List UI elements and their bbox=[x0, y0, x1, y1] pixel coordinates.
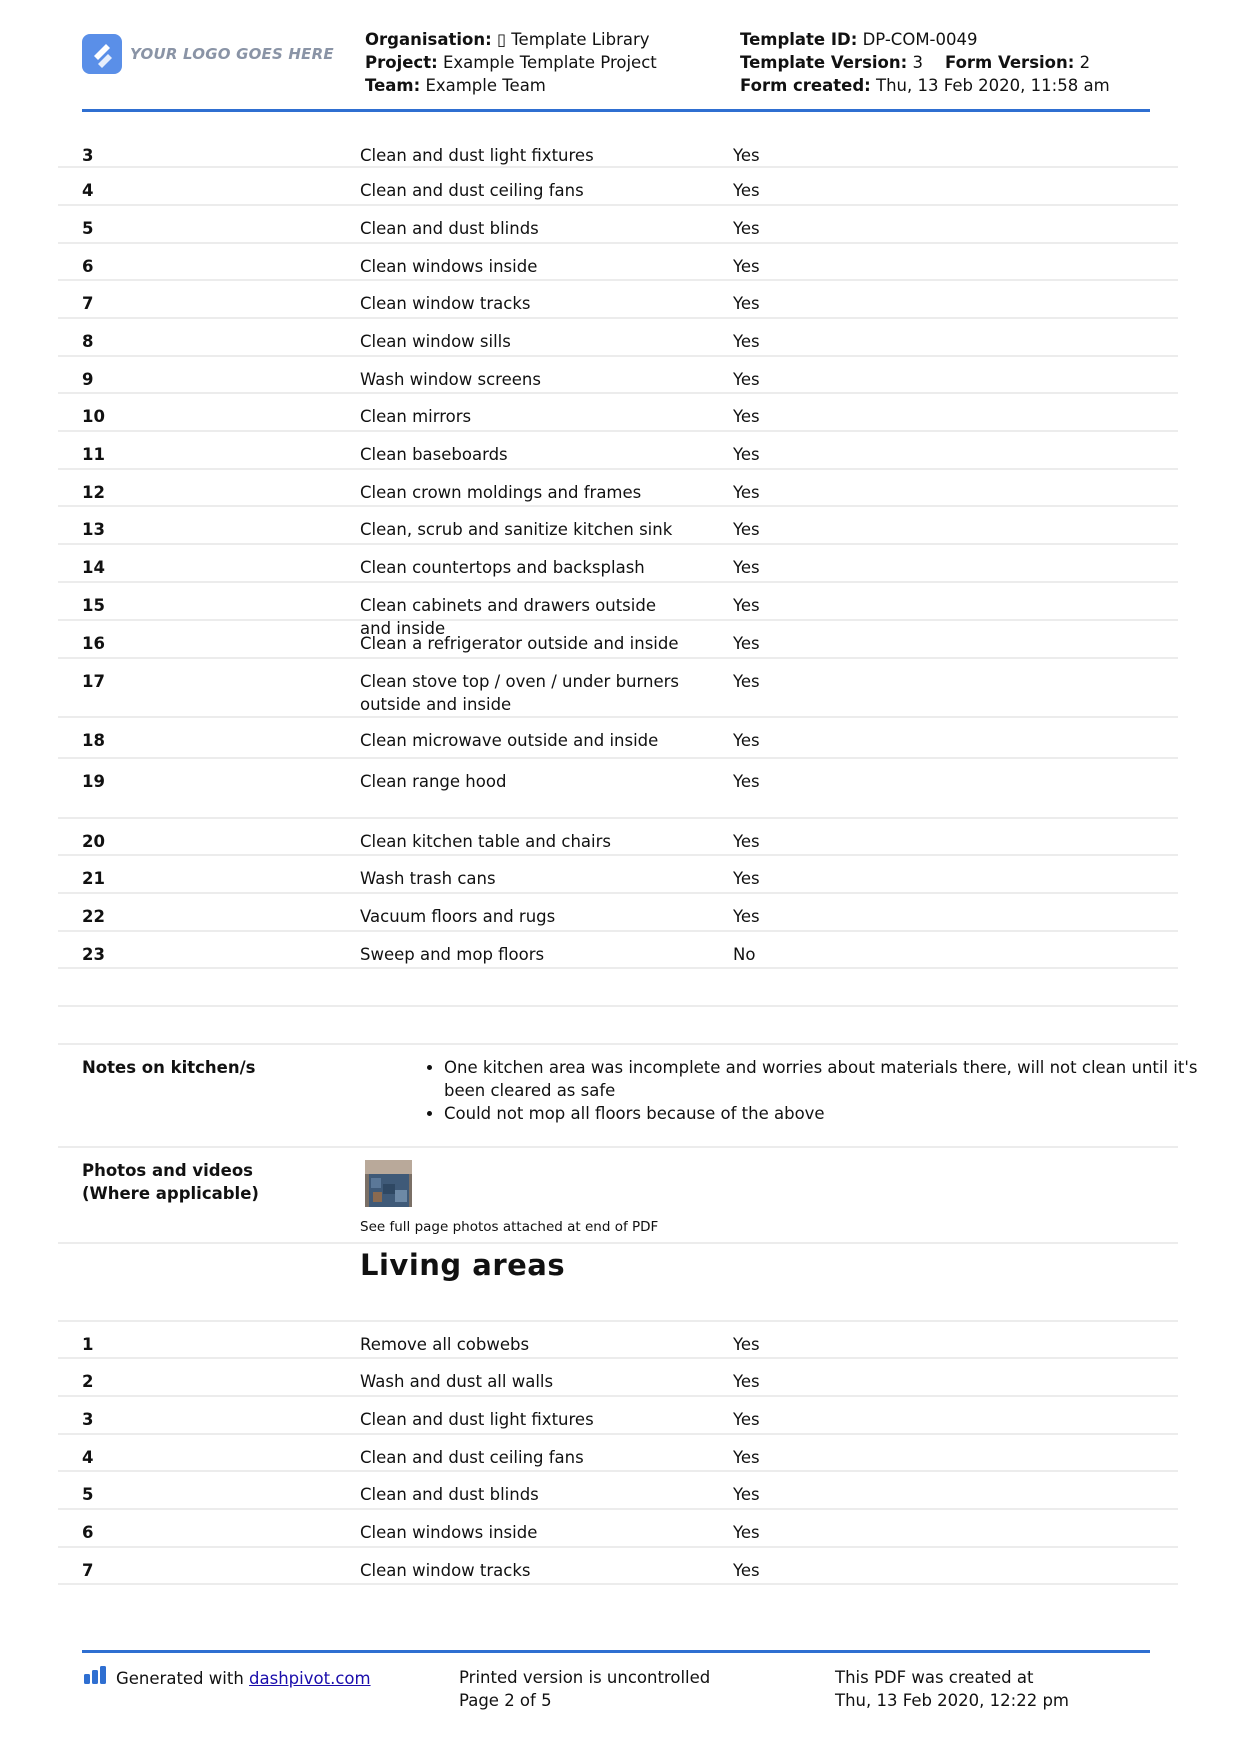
item-answer: Yes bbox=[733, 832, 760, 851]
item-answer: Yes bbox=[733, 731, 760, 750]
item-task: Remove all cobwebs bbox=[360, 1335, 530, 1354]
item-number: 14 bbox=[82, 558, 105, 577]
item-number: 19 bbox=[82, 772, 105, 791]
table-row bbox=[58, 1435, 1178, 1472]
item-task: Clean a refrigerator outside and inside bbox=[360, 634, 679, 653]
item-task: Clean stove top / oven / under burners outside and inside bbox=[360, 672, 679, 714]
template-version-label: Template Version: bbox=[740, 53, 908, 72]
table-row bbox=[58, 1322, 1178, 1359]
table-row bbox=[58, 432, 1178, 470]
item-task: Clean windows inside bbox=[360, 257, 538, 276]
item-task: Clean and dust ceiling fans bbox=[360, 181, 584, 200]
item-number: 13 bbox=[82, 520, 105, 539]
item-answer: Yes bbox=[733, 907, 760, 926]
table-row bbox=[58, 1397, 1178, 1435]
item-answer: Yes bbox=[733, 445, 760, 464]
item-number: 18 bbox=[82, 731, 105, 750]
item-answer: Yes bbox=[733, 772, 760, 791]
item-number: 1 bbox=[82, 1335, 94, 1354]
template-id-value: DP-COM-0049 bbox=[862, 30, 978, 49]
item-task: Clean baseboards bbox=[360, 445, 508, 464]
table-row bbox=[58, 1359, 1178, 1397]
logo-text: YOUR LOGO GOES HERE bbox=[130, 45, 334, 63]
item-answer: Yes bbox=[733, 1485, 760, 1504]
item-answer: Yes bbox=[733, 634, 760, 653]
item-number: 15 bbox=[82, 596, 105, 615]
item-answer: Yes bbox=[733, 596, 760, 615]
item-task: Wash trash cans bbox=[360, 869, 496, 888]
item-answer: Yes bbox=[733, 672, 760, 691]
table-row bbox=[58, 969, 1178, 1007]
item-task: Clean and dust ceiling fans bbox=[360, 1448, 584, 1467]
table-row bbox=[58, 507, 1178, 545]
item-task: Clean window tracks bbox=[360, 294, 531, 313]
table-row bbox=[58, 621, 1178, 659]
item-number: 4 bbox=[82, 181, 94, 200]
created-line-1: This PDF was created at bbox=[835, 1668, 1034, 1687]
item-number: 21 bbox=[82, 869, 105, 888]
table-row bbox=[58, 244, 1178, 281]
item-answer: Yes bbox=[733, 370, 760, 389]
table-row bbox=[58, 856, 1178, 894]
photo-thumbnail[interactable] bbox=[365, 1160, 412, 1207]
item-number: 20 bbox=[82, 832, 105, 851]
item-task: Clean crown moldings and frames bbox=[360, 483, 642, 502]
table-row bbox=[58, 759, 1178, 819]
footer-status bbox=[459, 1666, 710, 1712]
team-label: Team: bbox=[365, 76, 421, 95]
item-task: Clean countertops and backsplash bbox=[360, 558, 645, 577]
photos-label: Photos and videos (Where applicable) bbox=[82, 1161, 259, 1203]
table-row bbox=[58, 894, 1178, 932]
item-task: Clean microwave outside and inside bbox=[360, 731, 659, 750]
table-row bbox=[58, 133, 1178, 168]
item-task: Clean and dust blinds bbox=[360, 219, 539, 238]
item-answer: Yes bbox=[733, 181, 760, 200]
item-answer: Yes bbox=[733, 520, 760, 539]
form-version-value: 2 bbox=[1079, 53, 1091, 72]
item-number: 11 bbox=[82, 445, 105, 464]
item-answer: Yes bbox=[733, 1448, 760, 1467]
item-task: Clean cabinets and drawers outside and inside bbox=[360, 596, 656, 638]
item-answer: Yes bbox=[733, 1410, 760, 1429]
item-answer: Yes bbox=[733, 1335, 760, 1354]
photos-row bbox=[58, 1148, 1178, 1244]
list-item: • One kitchen area was incomplete and worries about materials there, will not clean until it's been cleared as safe bbox=[444, 1056, 1204, 1102]
company-logo bbox=[82, 34, 334, 74]
logo-icon bbox=[82, 34, 122, 74]
item-answer: Yes bbox=[733, 1523, 760, 1542]
generated-prefix: Generated with bbox=[116, 1668, 244, 1688]
table-row bbox=[58, 168, 1178, 206]
item-number: 8 bbox=[82, 332, 94, 351]
item-number: 9 bbox=[82, 370, 94, 389]
item-task: Clean window sills bbox=[360, 332, 511, 351]
item-task: Clean and dust blinds bbox=[360, 1485, 539, 1504]
item-answer: No bbox=[733, 945, 756, 964]
notes-list bbox=[422, 1056, 1204, 1125]
page-number: Page 2 of 5 bbox=[459, 1691, 552, 1710]
table-row bbox=[58, 281, 1178, 319]
table-row bbox=[58, 1007, 1178, 1045]
item-answer: Yes bbox=[733, 294, 760, 313]
table-row bbox=[58, 319, 1178, 357]
section-heading-row bbox=[58, 1244, 1178, 1322]
item-number: 22 bbox=[82, 907, 105, 926]
table-row bbox=[58, 545, 1178, 583]
notes-row bbox=[58, 1045, 1198, 1148]
list-item: • Could not mop all floors because of the above bbox=[444, 1102, 1204, 1125]
footer-created bbox=[835, 1666, 1069, 1712]
item-number: 23 bbox=[82, 945, 105, 964]
item-number: 6 bbox=[82, 1523, 94, 1542]
dashpivot-link[interactable]: dashpivot.com bbox=[249, 1668, 371, 1688]
item-task: Sweep and mop floors bbox=[360, 945, 545, 964]
item-number: 3 bbox=[82, 146, 94, 165]
header-template-block bbox=[740, 28, 1110, 97]
item-task: Clean and dust light fixtures bbox=[360, 146, 594, 165]
item-number: 6 bbox=[82, 257, 94, 276]
header-org-block bbox=[365, 28, 657, 97]
table-row bbox=[58, 1510, 1178, 1548]
page-header bbox=[82, 28, 1150, 110]
item-answer: Yes bbox=[733, 1372, 760, 1391]
item-answer: Yes bbox=[733, 558, 760, 577]
item-task: Wash window screens bbox=[360, 370, 541, 389]
item-task: Clean range hood bbox=[360, 772, 507, 791]
table-row bbox=[58, 932, 1178, 969]
item-number: 2 bbox=[82, 1372, 94, 1391]
organisation-label: Organisation: bbox=[365, 30, 492, 49]
item-task: Wash and dust all walls bbox=[360, 1372, 554, 1391]
notes-label: Notes on kitchen/s bbox=[82, 1058, 256, 1077]
item-task: Clean and dust light fixtures bbox=[360, 1410, 594, 1429]
header-divider bbox=[82, 109, 1150, 112]
table-row bbox=[58, 659, 1178, 718]
item-task: Clean windows inside bbox=[360, 1523, 538, 1542]
item-answer: Yes bbox=[733, 407, 760, 426]
item-answer: Yes bbox=[733, 332, 760, 351]
table-row bbox=[58, 1548, 1178, 1585]
item-answer: Yes bbox=[733, 1561, 760, 1580]
uncontrolled-note: Printed version is uncontrolled bbox=[459, 1668, 711, 1687]
table-row bbox=[58, 583, 1178, 638]
table-row bbox=[58, 819, 1178, 856]
item-task: Clean kitchen table and chairs bbox=[360, 832, 611, 851]
item-task: Clean mirrors bbox=[360, 407, 472, 426]
photos-caption: See full page photos attached at end of PDF bbox=[360, 1219, 659, 1235]
item-number: 7 bbox=[82, 294, 94, 313]
created-line-2: Thu, 13 Feb 2020, 12:22 pm bbox=[835, 1691, 1070, 1710]
item-number: 3 bbox=[82, 1410, 94, 1429]
item-answer: Yes bbox=[733, 483, 760, 502]
organisation-value: ▯ Template Library bbox=[496, 30, 650, 49]
item-answer: Yes bbox=[733, 146, 760, 165]
template-version-value: 3 bbox=[912, 53, 923, 72]
template-id-label: Template ID: bbox=[740, 30, 858, 49]
table-row bbox=[58, 1472, 1178, 1510]
table-row bbox=[58, 394, 1178, 432]
item-number: 12 bbox=[82, 483, 105, 502]
item-number: 10 bbox=[82, 407, 105, 426]
footer-generated bbox=[84, 1666, 371, 1690]
item-number: 5 bbox=[82, 1485, 94, 1504]
item-task: Vacuum floors and rugs bbox=[360, 907, 556, 926]
table-row bbox=[58, 718, 1178, 759]
table-row bbox=[58, 470, 1178, 507]
item-task: Clean, scrub and sanitize kitchen sink bbox=[360, 520, 673, 539]
form-created-value: Thu, 13 Feb 2020, 11:58 am bbox=[876, 76, 1110, 95]
table-row bbox=[58, 357, 1178, 394]
item-answer: Yes bbox=[733, 219, 760, 238]
form-version-label: Form Version: bbox=[944, 53, 1075, 72]
form-created-label: Form created: bbox=[740, 76, 871, 95]
item-number: 17 bbox=[82, 672, 105, 691]
section-title: Living areas bbox=[360, 1248, 566, 1282]
item-number: 4 bbox=[82, 1448, 94, 1467]
footer-divider bbox=[82, 1650, 1150, 1653]
item-answer: Yes bbox=[733, 257, 760, 276]
dashpivot-bars-icon bbox=[84, 1666, 108, 1690]
item-number: 5 bbox=[82, 219, 94, 238]
item-answer: Yes bbox=[733, 869, 760, 888]
table-row bbox=[58, 206, 1178, 244]
item-number: 16 bbox=[82, 634, 105, 653]
project-value: Example Template Project bbox=[442, 53, 657, 72]
item-number: 7 bbox=[82, 1561, 94, 1580]
project-label: Project: bbox=[365, 53, 438, 72]
item-task: Clean window tracks bbox=[360, 1561, 531, 1580]
team-value: Example Team bbox=[425, 76, 546, 95]
